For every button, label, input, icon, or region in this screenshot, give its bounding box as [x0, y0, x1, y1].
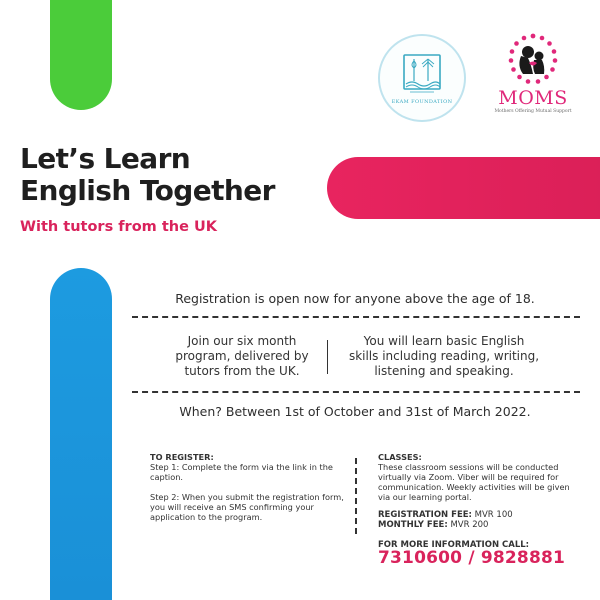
to-register-section — [150, 452, 346, 522]
dashed-divider-top — [132, 316, 580, 318]
phone-numbers: 7310600 / 9828881 — [378, 548, 566, 568]
ekam-foundation-logo-icon — [400, 51, 444, 97]
registration-fee-value: MVR 100 — [474, 510, 513, 520]
ekam-foundation-label: EKAM FOUNDATION — [391, 99, 453, 105]
classes-body: These classroom sessions will be conducted virtually via Zoom. Viber will be required for communication. Weekly activities will be given via our learning portal. — [378, 462, 570, 502]
moms-wordmark: MOMS — [498, 87, 568, 109]
register-step-1: Step 1: Complete the form via the link in the caption. — [150, 462, 333, 482]
classes-title: CLASSES: — [378, 452, 422, 462]
moms-logo — [478, 32, 588, 132]
dashed-divider-bottom — [132, 391, 580, 393]
more-info-label: FOR MORE INFORMATION CALL: — [378, 540, 530, 550]
green-pill-shape — [50, 0, 112, 110]
register-step-2: Step 2: When you submit the registration form, you will receive an SMS confirming your application to the program. — [150, 492, 344, 522]
monthly-fee-value: MVR 200 — [450, 520, 489, 530]
headline-line-1: Let’s Learn — [20, 142, 191, 175]
program-right-line: listening and speaking. — [374, 364, 514, 378]
program-description-left — [162, 334, 322, 379]
headline — [20, 143, 275, 207]
program-right-line: You will learn basic English — [363, 334, 525, 348]
vertical-dashed-divider — [355, 458, 357, 534]
monthly-fee-label: MONTHLY FEE: — [378, 520, 448, 530]
program-left-line: tutors from the UK. — [184, 364, 300, 378]
program-description-right — [340, 334, 548, 379]
headline-line-2: English Together — [20, 174, 275, 207]
program-right-line: skills including reading, writing, — [348, 349, 540, 363]
moms-tagline: Mothers Offering Mutual Support — [494, 109, 572, 114]
ekam-foundation-logo — [378, 34, 466, 122]
to-register-title: TO REGISTER: — [150, 452, 214, 462]
pink-pill-shape — [327, 157, 600, 219]
subheadline: With tutors from the UK — [20, 219, 217, 235]
registration-open-text: Registration is open now for anyone above the age of 18. — [175, 291, 535, 306]
fees-block — [378, 510, 578, 530]
classes-section — [378, 452, 578, 550]
registration-fee-label: REGISTRATION FEE: — [378, 510, 472, 520]
program-left-line: Join our six month — [187, 334, 297, 348]
monthly-fee-row — [378, 520, 578, 530]
program-dates-text: When? Between 1st of October and 31st of March 2022. — [179, 404, 531, 419]
moms-wreath-logo-icon — [503, 32, 563, 88]
blue-pill-shape — [50, 268, 112, 600]
program-left-line: program, delivered by — [175, 349, 309, 363]
registration-fee-row — [378, 510, 578, 520]
column-divider — [327, 340, 328, 374]
